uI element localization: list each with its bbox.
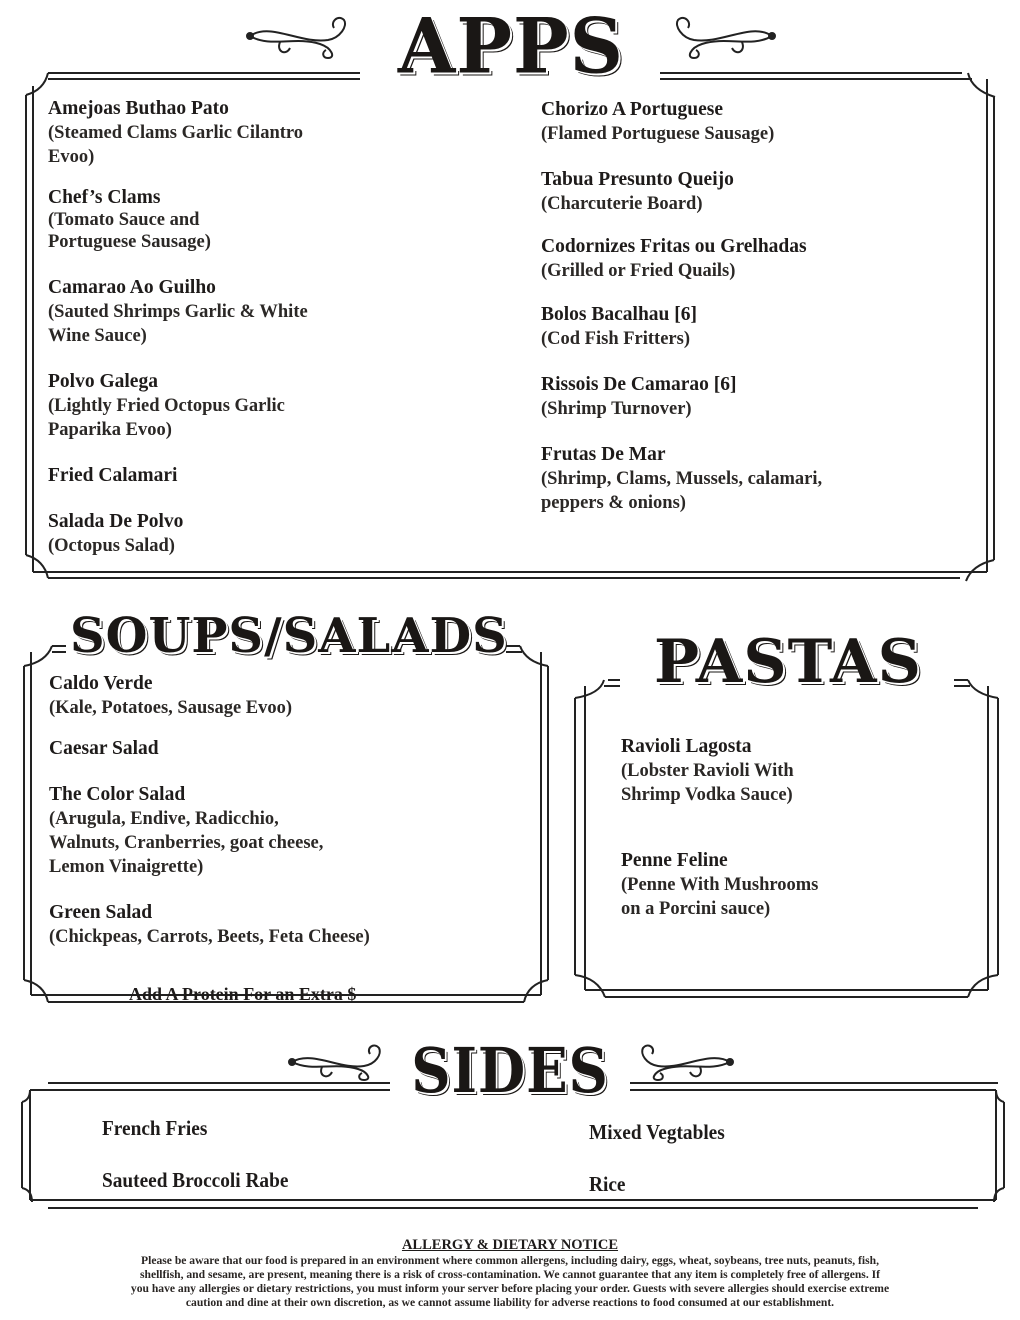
item-desc: (Chickpeas, Carrots, Beets, Feta Cheese): [49, 927, 370, 947]
item-desc: (Shrimp, Clams, Mussels, calamari,: [541, 469, 823, 489]
menu-item: [541, 373, 737, 421]
item-name: Rissois De Camarao [6]: [541, 374, 737, 395]
item-desc: Portuguese Sausage): [48, 232, 211, 252]
menu-item: [48, 370, 285, 442]
side-item: French Fries: [102, 1116, 208, 1140]
item-desc: (Grilled or Fried Quails): [541, 261, 736, 281]
menu-item: [541, 235, 807, 283]
item-desc: Walnuts, Cranberries, goat cheese,: [49, 833, 324, 853]
item-desc: Shrimp Vodka Sauce): [621, 785, 793, 805]
item-desc: Wine Sauce): [48, 326, 147, 346]
menu-item: [621, 735, 794, 807]
item-desc: (Octopus Salad): [48, 536, 175, 556]
item-name: Chorizo A Portuguese: [541, 99, 723, 120]
item-desc: Paparika Evoo): [48, 420, 172, 440]
menu-item: [621, 849, 818, 921]
item-desc: Evoo): [48, 147, 95, 167]
item-desc: (Sauted Shrimps Garlic & White: [48, 302, 308, 322]
item-desc: peppers & onions): [541, 493, 686, 513]
allergy-notice-line: shellfish, and sesame, are present, meaning there is a risk of cross-contamination. We cannot guarantee that any item is completely free of allergens. If: [139, 1268, 880, 1281]
allergy-notice-line: caution and dine at their own discretion, as we cannot assume liability for adverse reactions to food consumed at our establishment.: [185, 1296, 835, 1309]
item-name: The Color Salad: [49, 784, 186, 805]
item-desc: (Arugula, Endive, Radicchio,: [49, 809, 279, 829]
item-name: Camarao Ao Guilho: [48, 277, 216, 298]
menu-item: [541, 168, 734, 216]
item-desc: (Flamed Portuguese Sausage): [541, 124, 775, 144]
item-name: Penne Feline: [621, 850, 728, 871]
item-desc: (Shrimp Turnover): [541, 399, 692, 419]
item-desc: (Lobster Ravioli With: [621, 761, 794, 781]
menu-item: [48, 510, 183, 558]
menu-item: [49, 737, 159, 761]
item-name: Frutas De Mar: [541, 444, 666, 465]
item-desc: (Charcuterie Board): [541, 194, 703, 214]
menu-item: [49, 901, 370, 949]
item-name: Ravioli Lagosta: [621, 736, 752, 757]
allergy-notice-line: you have any allergies or dietary restrictions, you must inform your server before placing your order. Guests with severe allergies should exercise extreme: [130, 1282, 890, 1295]
side-item: Rice: [589, 1172, 626, 1196]
menu-item: [48, 464, 177, 488]
menu-item: [49, 783, 323, 879]
menu-item: [48, 276, 308, 348]
item-name: Fried Calamari: [48, 465, 178, 486]
allergy-notice-heading: ALLERGY & DIETARY NOTICE: [401, 1237, 619, 1253]
item-desc: Lemon Vinaigrette): [49, 857, 204, 877]
soups-salads-title: SOUPS/SALADS: [70, 608, 508, 664]
flourish-right-icon: [662, 14, 782, 62]
item-desc: (Kale, Potatoes, Sausage Evoo): [49, 698, 293, 718]
menu-item: [48, 187, 211, 253]
side-item: Mixed Vegtables: [589, 1120, 725, 1144]
item-desc: (Cod Fish Fritters): [541, 329, 690, 349]
menu-item: [49, 672, 292, 720]
item-desc: (Penne With Mushrooms: [621, 875, 819, 895]
item-name: Amejoas Buthao Pato: [48, 98, 229, 119]
item-desc: (Lightly Fried Octopus Garlic: [48, 396, 285, 416]
pastas-title: PASTAS: [628, 632, 948, 692]
allergy-notice: [60, 1236, 960, 1310]
menu-item: [48, 97, 303, 169]
item-name: Chef’s Clams: [48, 187, 161, 208]
apps-title: APPS: [386, 9, 636, 84]
item-name: Codornizes Fritas ou Grelhadas: [541, 236, 807, 257]
item-name: Salada De Polvo: [48, 511, 184, 532]
item-desc: (Steamed Clams Garlic Cilantro: [48, 123, 304, 143]
menu-item: [541, 98, 774, 146]
item-name: Tabua Presunto Queijo: [541, 169, 734, 190]
flourish-left-icon: [284, 1042, 394, 1084]
item-name: Green Salad: [49, 902, 153, 923]
sides-title: SIDES: [411, 1034, 609, 1107]
item-name: Caldo Verde: [49, 673, 153, 694]
menu-item: [541, 303, 697, 351]
add-protein-note: Add A Protein For an Extra $: [129, 984, 357, 1004]
item-name: Polvo Galega: [48, 371, 158, 392]
item-desc: (Tomato Sauce and: [48, 210, 200, 230]
flourish-right-icon: [628, 1042, 738, 1084]
menu-item: [541, 443, 822, 515]
allergy-notice-line: Please be aware that our food is prepared in an environment where common allergens, including dairy, eggs, wheat, soybeans, tree nuts, peanuts, fish,: [141, 1254, 879, 1267]
side-item: Sauteed Broccoli Rabe: [102, 1168, 289, 1192]
item-name: Caesar Salad: [49, 738, 159, 759]
item-name: Bolos Bacalhau [6]: [541, 304, 698, 325]
flourish-left-icon: [240, 14, 360, 62]
item-desc: on a Porcini sauce): [621, 899, 771, 919]
